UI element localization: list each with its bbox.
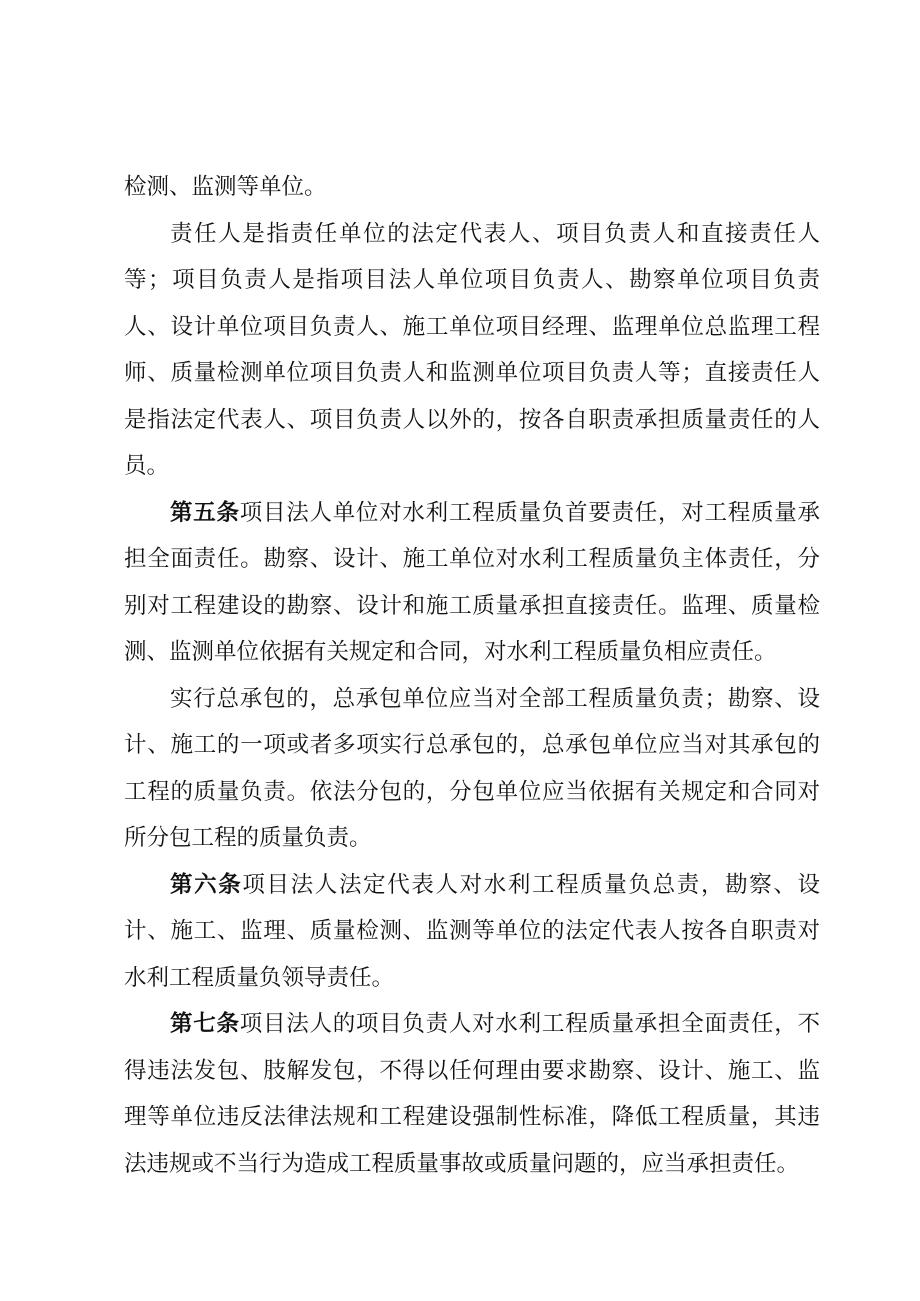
paragraph-text: 检测、监测等单位。 — [124, 174, 327, 200]
paragraph-text: 实行总承包的，总承包单位应当对全部工程质量负责；勘察、设计、施工的一项或者多项实行总承包的，总承包单位应当对其承包的工程的质量负责。依法分包的，分包单位应当依据有关规定和合同对所分包工程的质量负责。 — [124, 685, 820, 851]
paragraph-article-5 — [124, 490, 820, 676]
paragraph-article-7 — [124, 1001, 820, 1187]
paragraph-text: 项目法人法定代表人对水利工程质量负总责，勘察、设计、施工、监理、质量检测、监测等单位的法定代表人按各自职责对水利工程质量负领导责任。 — [124, 871, 820, 991]
article-number: 第六条 — [170, 871, 243, 898]
paragraph-text: 项目法人单位对水利工程质量负首要责任，对工程质量承担全面责任。勘察、设计、施工单位对水利工程质量负主体责任，分别对工程建设的勘察、设计和施工质量承担直接责任。监理、质量检测、监测单位依据有关规定和合同，对水利工程质量负相应责任。 — [124, 499, 820, 665]
paragraph-continuation — [124, 164, 820, 211]
document-body — [124, 164, 820, 1187]
article-number: 第五条 — [170, 499, 240, 526]
paragraph-article-6 — [124, 862, 820, 1002]
paragraph-general-contracting — [124, 676, 820, 862]
article-number: 第七条 — [170, 1011, 240, 1037]
paragraph-responsible-persons — [124, 211, 820, 490]
paragraph-text: 责任人是指责任单位的法定代表人、项目负责人和直接责任人等；项目负责人是指项目法人单位项目负责人、勘察单位项目负责人、设计单位项目负责人、施工单位项目经理、监理单位总监理工程师、质量检测单位项目负责人和监测单位项目负责人等；直接责任人是指法定代表人、项目负责人以外的，按各自职责承担质量责任的人员。 — [124, 220, 820, 479]
paragraph-text: 项目法人的项目负责人对水利工程质量承担全面责任，不得违法发包、肢解发包，不得以任何理由要求勘察、设计、施工、监理等单位违反法律法规和工程建设强制性标准，降低工程质量，其违法违规或不当行为造成工程质量事故或质量问题的，应当承担责任。 — [124, 1011, 820, 1177]
